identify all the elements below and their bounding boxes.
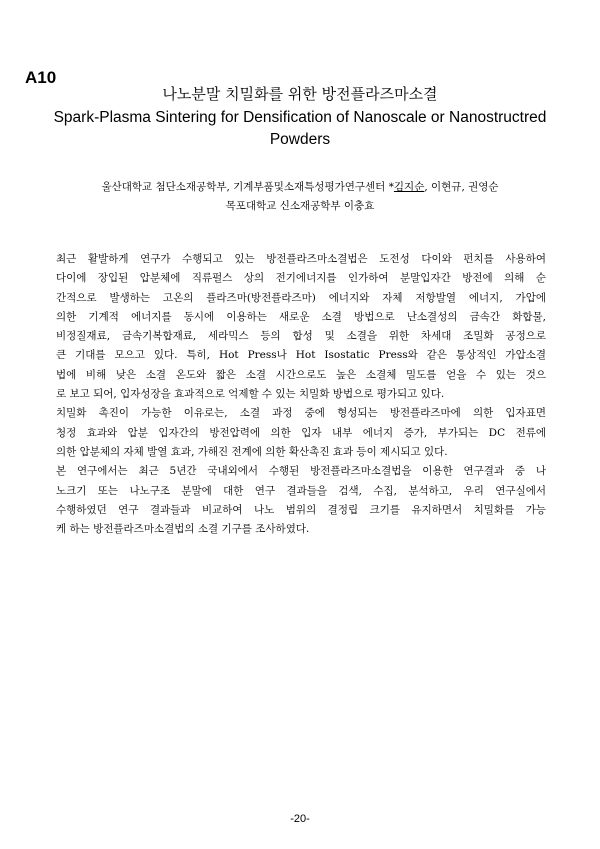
- body-line: 의한 기계적 에너지를 동시에 이용하는 새로운 소결 방법으로 난소결성의 금속간 화합물,: [56, 310, 546, 323]
- body-line: 노크기 또는 나노구조 분말에 대한 연구 결과들을 검색, 수집, 분석하고, 우리 연구실에서: [56, 484, 546, 497]
- body-line: 법에 비해 낮은 소결 온도와 짧은 소결 시간으로도 높은 소결체 밀도를 얻을 수 있는 것으: [56, 368, 546, 381]
- presenting-author: 김지순: [393, 181, 425, 193]
- body-line: 케 하는 방전플라즈마소결법의 소결 기구를 조사하였다.: [56, 523, 310, 536]
- authors-line-1: [0, 178, 600, 197]
- title-english: Spark-Plasma Sintering for Densification of Nanoscale or Nanostructred Powders: [53, 109, 547, 148]
- body-line: 수행하였던 연구 결과들과 비교하여 나노 범위의 결정립 크기를 유지하면서 치밀화를 가능: [56, 503, 546, 516]
- body-line: 본 연구에서는 최근 5년간 국내외에서 수행된 방전플라즈마소결법을 이용한 연구결과 중 나: [56, 465, 546, 478]
- co-authors: , 이현규, 권영순: [424, 181, 499, 193]
- body-line: 의한 압분체의 자체 발열 효과, 가해진 전계에 의한 확산촉진 효과 등이 제시되고 있다.: [56, 445, 448, 458]
- body-line: 간적으로 발생하는 고온의 플라즈마(방전플라즈마) 에너지와 자체 저항발열 에너지, 가압에: [56, 291, 546, 304]
- body-line: 큰 기대를 모으고 있다. 특히, Hot Press나 Hot Isostatic Press와 같은 통상적인 가압소결: [56, 349, 546, 362]
- authors-line-2: 목포대학교 신소재공학부 이충효: [225, 200, 375, 212]
- authors-block: [0, 178, 600, 216]
- body-line: 다이에 장입된 압분체에 직류펄스 상의 전기에너지를 인가하여 분말입자간 방전에 의해 순: [56, 272, 546, 285]
- body-line: 비정질재료, 금속기복합재료, 세라믹스 등의 합성 및 소결을 위한 차세대 조밀화 공정으로: [56, 330, 546, 343]
- page-number: -20-: [290, 813, 310, 825]
- title-korean: 나노분말 치밀화를 위한 방전플라즈마소결: [162, 85, 438, 103]
- body-line: 치밀화 촉진이 가능한 이유로는, 소결 과정 중에 형성되는 방전플라즈마에 의한 입자표면: [56, 407, 546, 420]
- body-line: 로 보고 되어, 입자성장을 효과적으로 억제할 수 있는 치밀화 방법으로 평가되고 있다.: [56, 388, 445, 401]
- body-line: 최근 활발하게 연구가 수행되고 있는 방전플라즈마소결법은 도전성 다이와 펀치를 사용하여: [56, 253, 546, 265]
- affiliation-1: 울산대학교 첨단소재공학부, 기계부품및소재특성평가연구센터 *: [101, 181, 394, 193]
- abstract-body: [56, 250, 546, 539]
- abstract-code: A10: [25, 68, 57, 87]
- body-line: 청정 효과와 압분 입자간의 방전압력에 의한 입자 내부 에너지 증가, 부가되는 DC 전류에: [56, 426, 546, 439]
